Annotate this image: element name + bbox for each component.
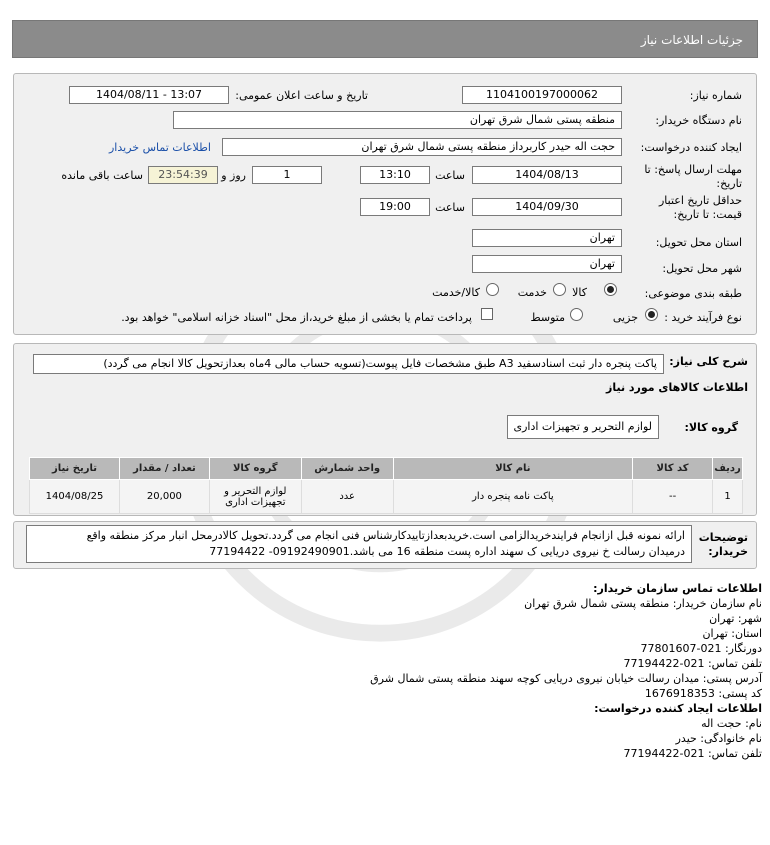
cell-code: -- [633, 480, 713, 514]
process-minor-radio[interactable] [645, 308, 658, 321]
col-header-row: ردیف [713, 458, 743, 480]
category-both-label: کالا/خدمت [432, 286, 480, 299]
category-both-radio[interactable] [486, 283, 499, 296]
category-service-label: خدمت [517, 286, 547, 299]
buyer-org-field[interactable]: منطقه پستی شمال شرق تهران [173, 111, 622, 129]
process-medium-radio[interactable] [570, 308, 583, 321]
treasury-payment-label: پرداخت تمام یا بخشی از مبلغ خرید،از محل "اسناد خزانه اسلامی" خواهد بود. [121, 311, 472, 324]
days-label: روز و [221, 169, 246, 182]
days-remaining-field[interactable]: 1 [252, 166, 322, 184]
col-header-group: گروه کالا [209, 458, 301, 480]
items-table [29, 457, 743, 514]
cell-quantity: 20,000 [119, 480, 209, 514]
category-service-radio[interactable] [553, 283, 566, 296]
city-label: شهر محل تحویل: [662, 262, 742, 275]
col-header-quantity: تعداد / مقدار [119, 458, 209, 480]
city-field[interactable]: تهران [472, 255, 622, 273]
notes-label-buyer: خریدار: [708, 545, 748, 558]
table-row[interactable] [30, 480, 743, 514]
category-goods-radio[interactable] [604, 283, 617, 296]
deadline-time-field[interactable]: 13:10 [360, 166, 430, 184]
cell-name: پاکت نامه پنجره دار [393, 480, 633, 514]
announce-date-field[interactable]: 1404/08/11 - 13:07 [69, 86, 229, 104]
need-number-label: شماره نیاز: [689, 89, 742, 102]
page-title: جزئیات اطلاعات نیاز [640, 33, 743, 47]
buyer-notes-box [26, 525, 692, 563]
contact-fax: دورنگار: 021-77801607 [640, 642, 762, 655]
process-type-label: نوع فرآیند خرید : [664, 311, 742, 324]
col-header-name: نام کالا [393, 458, 633, 480]
deadline-date-label: تاریخ: [716, 177, 742, 190]
category-goods-label: کالا [572, 286, 587, 299]
notes-label: توضیحات [698, 531, 748, 544]
validity-time-label: ساعت [435, 201, 465, 214]
col-header-code: کد کالا [633, 458, 713, 480]
cell-date: 1404/08/25 [30, 480, 120, 514]
process-minor-label: جزیی [612, 311, 638, 324]
validity-date-label: قیمت: تا تاریخ: [673, 208, 742, 221]
notes-line-1: ارائه نمونه قبل ازانجام فرایندخریدالزامی است.خریدبعدازتاییدکارشناس فنی انجام می گردد.تحویل کالادرمحل انبار مرکز منطقه واقع [86, 529, 685, 542]
goods-group-label: گروه کالا: [684, 421, 738, 434]
description-label: شرح کلی نیاز: [669, 355, 748, 368]
deadline-time-label: ساعت [435, 169, 465, 182]
deadline-label: مهلت ارسال پاسخ: تا [644, 163, 742, 176]
province-field[interactable]: تهران [472, 229, 622, 247]
contact-org: نام سازمان خریدار: منطقه پستی شمال شرق تهران [524, 597, 762, 610]
deadline-date-field[interactable]: 1404/08/13 [472, 166, 622, 184]
contact-city: شهر: تهران [709, 612, 762, 625]
process-medium-label: متوسط [530, 311, 565, 324]
validity-label: حداقل تاریخ اعتبار [658, 194, 742, 207]
requester-field[interactable]: حجت اله حیدر کاربرداز منطقه پستی شمال شرق تهران [222, 138, 622, 156]
requester-label: ایجاد کننده درخواست: [640, 141, 742, 154]
goods-info-title: اطلاعات کالاهای مورد نیاز [606, 381, 748, 394]
cell-unit: عدد [301, 480, 393, 514]
contact-title: اطلاعات تماس سازمان خریدار: [593, 582, 762, 595]
col-header-unit: واحد شمارش [301, 458, 393, 480]
announce-date-label: تاریخ و ساعت اعلان عمومی: [235, 89, 368, 102]
creator-last-name: نام خانوادگی: حیدر [675, 732, 762, 745]
buyer-contact-link[interactable]: اطلاعات تماس خریدار [109, 141, 211, 154]
contact-province: استان: تهران [702, 627, 762, 640]
province-label: استان محل تحویل: [655, 236, 742, 249]
buyer-org-label: نام دستگاه خریدار: [655, 114, 742, 127]
creator-first-name: نام: حجت اله [701, 717, 762, 730]
cell-group: لوازم التحریر و تجهیزات اداری [209, 480, 301, 514]
creator-title: اطلاعات ایجاد کننده درخواست: [594, 702, 762, 715]
notes-line-2: درمیدان رسالت خ نیروی دریایی ک سهند اداره پست منطقه 16 می باشد.09192490901- 77194422 [209, 545, 685, 558]
description-field[interactable]: پاکت پنجره دار ثبت اسنادسفید A3 طبق مشخصات فایل پیوست(تسویه حساب مالی 4ماه بعدازتحویل کالا انجام می گردد) [33, 354, 664, 374]
contact-postal: کد پستی: 1676918353 [644, 687, 762, 700]
remaining-time-label: ساعت باقی مانده [61, 169, 143, 182]
treasury-payment-checkbox[interactable] [481, 308, 493, 320]
page-header [12, 20, 758, 58]
contact-phone: تلفن تماس: 021-77194422 [623, 657, 762, 670]
col-header-date: تاریخ نیاز [30, 458, 120, 480]
cell-row-number: 1 [713, 480, 743, 514]
remaining-time-field: 23:54:39 [148, 166, 218, 184]
validity-time-field[interactable]: 19:00 [360, 198, 430, 216]
goods-group-field[interactable]: لوازم التحریر و تجهیزات اداری [507, 415, 659, 439]
contact-address: آدرس پستی: میدان رسالت خیابان نیروی دریایی کوچه سهند منطقه پستی شمال شرق [370, 672, 762, 685]
category-label: طبقه بندی موضوعی: [644, 287, 742, 300]
need-number-field[interactable]: 1104100197000062 [462, 86, 622, 104]
validity-date-field[interactable]: 1404/09/30 [472, 198, 622, 216]
creator-phone: تلفن تماس: 021-77194422 [623, 747, 762, 760]
